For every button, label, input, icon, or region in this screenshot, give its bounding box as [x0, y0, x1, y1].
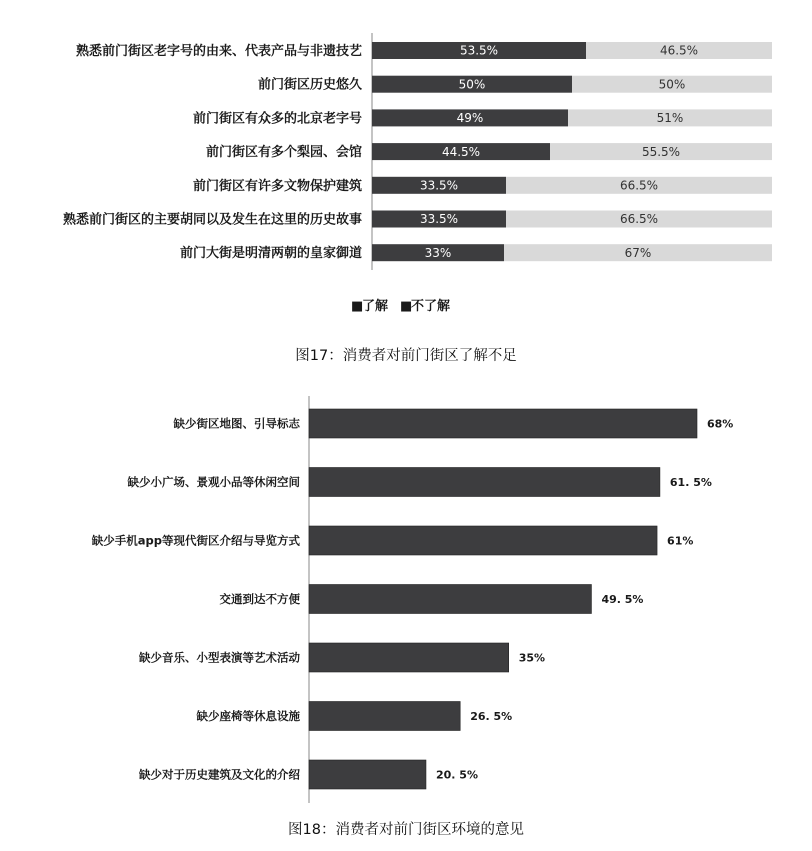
category-label: 前门街区有许多文物保护建筑 — [192, 178, 362, 194]
category-label: 前门大街是明清两朝的皇家御道 — [179, 246, 362, 262]
category-label: 缺少座椅等休息设施 — [196, 709, 300, 723]
legend-label-unaware: 不了解 — [411, 299, 451, 314]
bar — [309, 526, 657, 555]
category-label: 前门街区有多个梨园、会馆 — [205, 145, 362, 161]
data-label: 49. 5% — [601, 593, 644, 606]
figure-caption: 图17：消费者对前门街区了解不足 — [295, 348, 517, 364]
data-label: 66.5% — [619, 178, 659, 193]
category-label: 缺少音乐、小型表演等艺术活动 — [139, 650, 300, 665]
data-label: 33.5% — [419, 212, 459, 227]
data-label: 46.5% — [659, 43, 699, 58]
data-label: 61. 5% — [669, 476, 712, 489]
category-label: 前门街区历史悠久 — [257, 77, 362, 93]
legend-marker-aware: ■ — [351, 299, 364, 314]
legend-label-aware: 了解 — [362, 299, 389, 314]
category-label: 交通到达不方便 — [219, 592, 300, 606]
category-label: 缺少街区地图、引导标志 — [173, 416, 300, 431]
category-label: 熟悉前门街区老字号的由来、代表产品与非遗技艺 — [75, 44, 362, 59]
legend-marker-unaware: ■ — [400, 299, 413, 314]
chart-18 — [92, 396, 734, 838]
figure-caption: 图18：消费者对前门街区环境的意见 — [288, 822, 524, 838]
data-label: 20. 5% — [435, 768, 478, 782]
data-label: 26. 5% — [470, 710, 513, 723]
category-label: 缺少对于历史建筑及文化的介绍 — [139, 767, 300, 782]
data-label: 33% — [424, 245, 452, 260]
bar — [309, 585, 591, 614]
chart-17 — [63, 33, 772, 364]
data-label: 50% — [458, 77, 486, 92]
bar — [309, 409, 697, 438]
data-label: 44.5% — [441, 144, 481, 159]
bar — [309, 760, 426, 789]
data-label: 61% — [667, 534, 694, 548]
data-label: 55.5% — [641, 144, 681, 159]
category-label: 熟悉前门街区的主要胡同以及发生在这里的历史故事 — [62, 212, 362, 228]
bar — [309, 643, 509, 672]
category-label: 前门街区有众多的北京老字号 — [192, 111, 362, 127]
data-label: 51% — [656, 111, 684, 126]
data-label: 49% — [456, 111, 484, 126]
data-label: 53.5% — [459, 43, 499, 58]
data-label: 68% — [707, 417, 734, 431]
data-label: 67% — [624, 245, 652, 260]
data-label: 35% — [518, 651, 546, 665]
data-label: 50% — [658, 77, 686, 92]
category-label: 缺少小广场、景观小品等休闲空间 — [127, 475, 300, 489]
bar — [309, 468, 660, 497]
data-label: 33.5% — [419, 178, 459, 193]
data-label: 66.5% — [619, 212, 659, 227]
bar — [309, 702, 460, 731]
category-label: 缺少手机app等现代街区介绍与导览方式 — [91, 533, 300, 548]
